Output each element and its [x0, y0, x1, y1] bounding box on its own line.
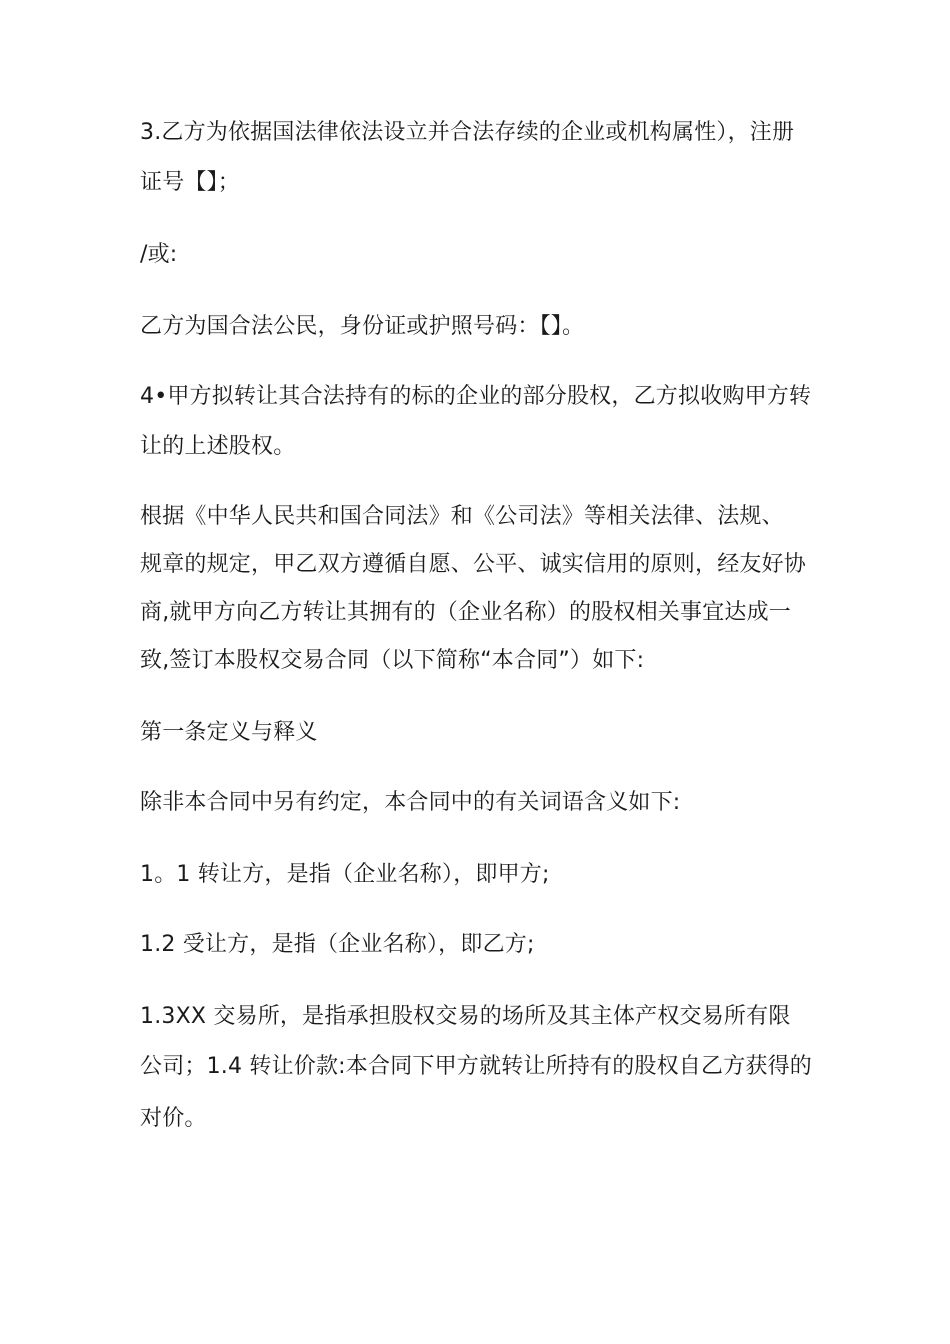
para-party-b-registration-line-1: 3.乙方为依据国法律依法设立并合法存续的企业或机构属性），注册	[140, 120, 795, 145]
para-party-b-registration-line-2: 证号【】；	[140, 170, 241, 195]
definition-1-1: 1。1 转让方，是指（企业名称），即甲方;	[140, 862, 550, 887]
para-or: /或:	[140, 242, 178, 267]
section-heading-definitions: 第一条定义与释义	[140, 720, 318, 745]
para-party-b-citizen: 乙方为国合法公民，身份证或护照号码：【】。	[140, 314, 585, 339]
definition-1-2: 1.2 受让方，是指（企业名称），即乙方;	[140, 932, 535, 957]
para-legal-basis-line-4: 致,签订本股权交易合同（以下简称“本合同”）如下:	[140, 648, 645, 673]
para-transfer-intent-line-2: 让的上述股权。	[140, 434, 296, 459]
definition-1-3-line-1: 1.3XX 交易所，是指承担股权交易的场所及其主体产权交易所有限	[140, 1004, 791, 1029]
definition-1-4-line-3: 对价。	[140, 1106, 207, 1131]
para-definitions-intro: 除非本合同中另有约定，本合同中的有关词语含义如下:	[140, 790, 681, 815]
para-transfer-intent-line-1: 4•甲方拟转让其合法持有的标的企业的部分股权，乙方拟收购甲方转	[140, 384, 812, 409]
para-legal-basis-line-1: 根据《中华人民共和国合同法》和《公司法》等相关法律、法规、	[140, 504, 784, 529]
para-legal-basis-line-2: 规章的规定，甲乙双方遵循自愿、公平、诚实信用的原则，经友好协	[140, 552, 807, 577]
para-legal-basis-line-3: 商,就甲方向乙方转让其拥有的（企业名称）的股权相关事宜达成一	[140, 600, 791, 625]
definition-1-3-line-2: 公司；1.4 转让价款:本合同下甲方就转让所持有的股权自乙方获得的	[140, 1054, 812, 1079]
